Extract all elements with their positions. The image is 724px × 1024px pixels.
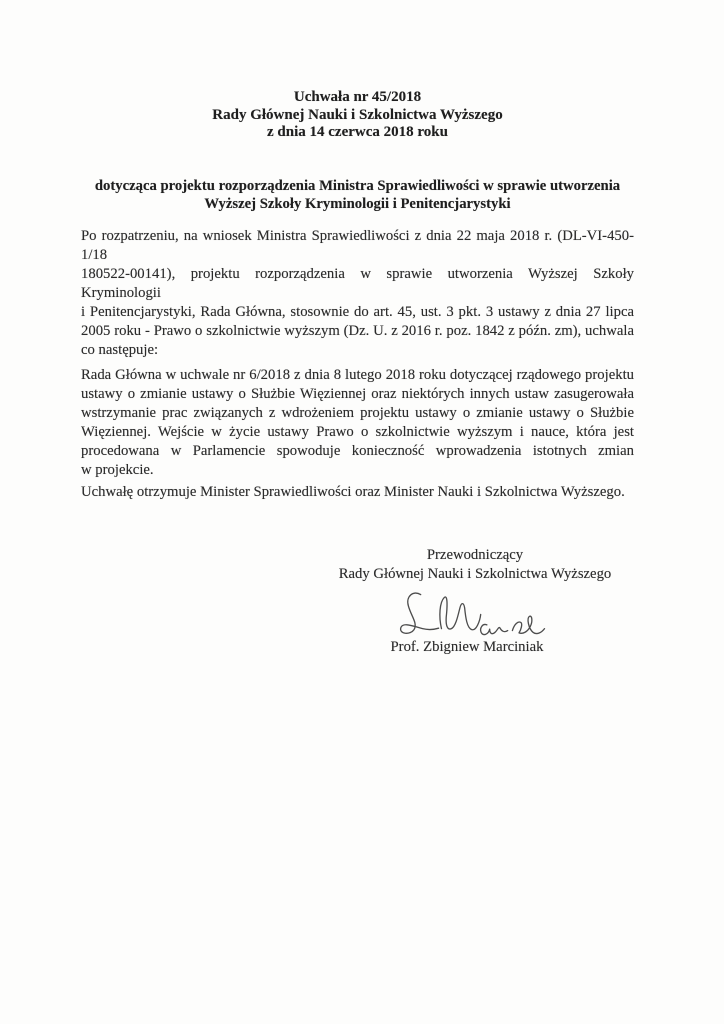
header-council-name: Rady Głównej Nauki i Szkolnictwa Wyższego (212, 106, 503, 123)
paragraph-line: Po rozpatrzeniu, na wniosek Ministra Sprawiedliwości z dnia 22 maja 2018 r. (DL-VI-450-1/18 (81, 227, 634, 263)
document-header (81, 89, 634, 142)
signature-block (285, 546, 665, 657)
paragraph-line: wstrzymanie prac związanych z wdrożeniem projektu ustawy o zmianie ustawy o Służbie (81, 404, 634, 421)
signature-role-title: Przewodniczący (426, 547, 524, 563)
handwritten-signature-icon (383, 588, 551, 640)
document-content (81, 0, 634, 502)
paragraph-line: procedowana w Parlamencie spowoduje konieczność wprowadzenia istotnych zmian (81, 442, 634, 459)
signer-name: Prof. Zbigniew Marciniak (390, 639, 544, 655)
paragraph-line: Więziennej. Wejście w życie ustawy Prawo o szkolnictwie wyższym i nauce, która jest (81, 423, 634, 440)
paragraph-line: 180522-00141), projektu rozporządzenia w sprawie utworzenia Wyższej Szkoły Kryminologii (81, 265, 634, 301)
document-subject (81, 177, 634, 214)
subject-line-1: dotycząca projektu rozporządzenia Ministra Sprawiedliwości w sprawie utworzenia (94, 177, 621, 194)
paragraph-line: i Penitencjarystyki, Rada Główna, stosownie do art. 45, ust. 3 pkt. 3 ustawy z dnia 27 lipca (81, 303, 634, 320)
paragraph-preamble (81, 227, 634, 360)
subject-line-2: Wyższej Szkoły Kryminologii i Penitencjarystyki (204, 196, 511, 212)
paragraph-line: co następuje: (81, 341, 159, 358)
paragraph-line: Rada Główna w uchwale nr 6/2018 z dnia 8 lutego 2018 roku dotyczącej rządowego projektu (81, 366, 634, 383)
paragraph-line: w projekcie. (81, 461, 154, 478)
distribution-line: Uchwałę otrzymuje Minister Sprawiedliwości oraz Minister Nauki i Szkolnictwa Wyższego. (81, 483, 625, 500)
signature-role-organization: Rady Głównej Nauki i Szkolnictwa Wyższego (338, 566, 612, 582)
header-date: z dnia 14 czerwca 2018 roku (267, 124, 448, 140)
paragraph-distribution (81, 483, 634, 502)
paragraph-line: 2005 roku - Prawo o szkolnictwie wyższym (Dz. U. z 2016 r. poz. 1842 z późn. zm), uchwala (81, 322, 634, 339)
paragraph-resolution-body (81, 366, 634, 480)
header-resolution-number: Uchwała nr 45/2018 (293, 89, 422, 105)
paragraph-line: ustawy o zmianie ustawy o Służbie Więziennej oraz niektórych innych ustaw zasugerowała (81, 385, 634, 402)
